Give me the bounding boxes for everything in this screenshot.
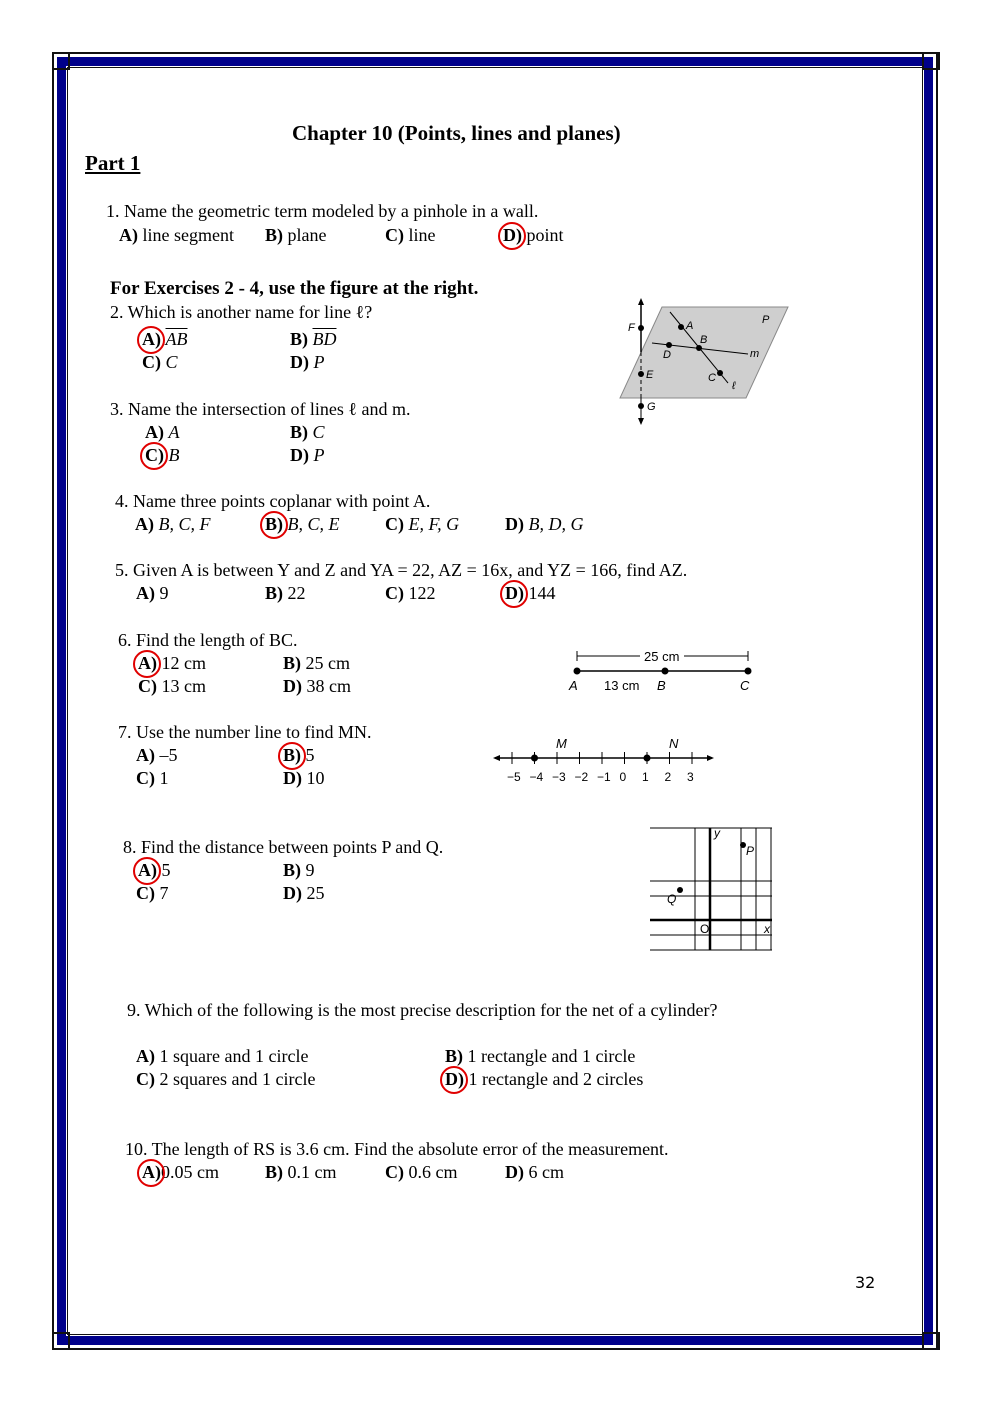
q4-option-c: C) E, F, G xyxy=(385,514,460,534)
q7-option-b: B) 5 xyxy=(283,745,315,765)
q1-option-a: A) line segment xyxy=(119,225,234,245)
question-4: 4. Name three points coplanar with point A. xyxy=(115,491,431,511)
svg-text:E: E xyxy=(646,369,654,381)
svg-text:M: M xyxy=(556,736,567,751)
q2-option-c: C) C xyxy=(142,352,178,372)
svg-text:A: A xyxy=(686,320,694,332)
tick-label: −5 xyxy=(507,770,521,784)
tick-label: 0 xyxy=(619,770,627,784)
coordinate-grid-figure xyxy=(645,825,780,955)
border-corner xyxy=(922,52,940,70)
q3-option-b: B) C xyxy=(290,422,325,442)
svg-text:O: O xyxy=(700,922,710,936)
q4-option-b: B) B, C, E xyxy=(265,514,340,534)
plane-figure xyxy=(610,295,800,430)
q10-option-d: D) 6 cm xyxy=(505,1162,564,1182)
svg-text:B: B xyxy=(657,678,666,693)
q10-option-a: A)0.05 cm xyxy=(142,1162,219,1182)
question-2: 2. Which is another name for line ℓ? xyxy=(110,302,373,322)
number-line-figure xyxy=(490,733,720,788)
q8-option-c: C) 7 xyxy=(136,883,169,903)
q8-option-a: A) 5 xyxy=(138,860,171,880)
q9-option-b: B) 1 rectangle and 1 circle xyxy=(445,1046,636,1066)
q5-option-b: B) 22 xyxy=(265,583,306,603)
svg-text:D: D xyxy=(663,349,671,361)
svg-text:P: P xyxy=(762,314,770,326)
svg-text:Q: Q xyxy=(667,892,677,906)
q8-option-d: D) 25 xyxy=(283,883,325,903)
svg-text:G: G xyxy=(647,401,656,413)
q3-option-a: A) A xyxy=(145,422,180,442)
q2-option-a: A) $\overline{AB}$ xyxy=(142,329,188,349)
q9-option-c: C) 2 squares and 1 circle xyxy=(136,1069,316,1089)
svg-text:N: N xyxy=(669,736,679,751)
tick-label: −1 xyxy=(597,770,611,784)
part-heading: Part 1 xyxy=(85,151,141,175)
question-8: 8. Find the distance between points P and Q. xyxy=(123,837,444,857)
border-corner xyxy=(922,1332,940,1350)
border-corner xyxy=(52,1332,70,1350)
page-title: Chapter 10 (Points, lines and planes) xyxy=(292,121,621,145)
svg-text:25 cm: 25 cm xyxy=(644,649,680,664)
q9-option-a: A) 1 square and 1 circle xyxy=(136,1046,309,1066)
q5-option-a: A) 9 xyxy=(136,583,169,603)
q6-option-d: D) 38 cm xyxy=(283,676,351,696)
q8-option-b: B) 9 xyxy=(283,860,315,880)
q9-option-d: D) 1 rectangle and 2 circles xyxy=(445,1069,644,1089)
tick-label: 1 xyxy=(642,770,649,784)
question-7: 7. Use the number line to find MN. xyxy=(118,722,372,742)
q5-option-d: D) 144 xyxy=(505,583,556,603)
q1-option-b: B) plane xyxy=(265,225,327,245)
svg-text:P: P xyxy=(746,844,755,858)
svg-text:13 cm: 13 cm xyxy=(604,678,640,693)
tick-label: −2 xyxy=(574,770,589,784)
q7-option-a: A) –5 xyxy=(136,745,178,765)
question-9: 9. Which of the following is the most precise description for the net of a cylinder? xyxy=(127,1000,718,1020)
q4-option-a: A) B, C, F xyxy=(135,514,211,534)
q3-option-d: D) P xyxy=(290,445,325,465)
q5-option-c: C) 122 xyxy=(385,583,436,603)
question-6: 6. Find the length of BC. xyxy=(118,630,298,650)
svg-text:C: C xyxy=(740,678,750,693)
q4-option-d: D) B, D, G xyxy=(505,514,584,534)
q10-option-c: C) 0.6 cm xyxy=(385,1162,458,1182)
svg-text:ℓ: ℓ xyxy=(732,380,736,392)
q1-option-d: D) point xyxy=(503,225,564,245)
q7-option-c: C) 1 xyxy=(136,768,169,788)
question-10: 10. The length of RS is 3.6 cm. Find the absolute error of the measurement. xyxy=(125,1139,669,1159)
q7-option-d: D) 10 xyxy=(283,768,325,788)
tick-label: −4 xyxy=(529,770,544,784)
svg-text:x: x xyxy=(764,922,770,936)
svg-text:B: B xyxy=(700,334,708,346)
page-number: 32 xyxy=(855,1273,876,1292)
q1-option-c: C) line xyxy=(385,225,436,245)
q6-option-b: B) 25 cm xyxy=(283,653,350,673)
segment-figure xyxy=(560,645,760,695)
q6-option-a: A) 12 cm xyxy=(138,653,206,673)
q2-option-b: B) $\overline{BD}$ xyxy=(290,329,337,349)
tick-label: −3 xyxy=(552,770,566,784)
svg-text:F: F xyxy=(628,322,635,334)
q10-option-b: B) 0.1 cm xyxy=(265,1162,337,1182)
q6-option-c: C) 13 cm xyxy=(138,676,206,696)
q3-option-c: C) B xyxy=(145,445,180,465)
svg-text:m: m xyxy=(750,348,760,360)
q2-option-d: D) P xyxy=(290,352,325,372)
question-1: 1. Name the geometric term modeled by a pinhole in a wall. xyxy=(106,201,539,221)
tick-label: 2 xyxy=(664,770,672,784)
exercise-heading: For Exercises 2 - 4, use the figure at the right. xyxy=(110,278,479,299)
border-corner xyxy=(52,52,70,70)
number-line-point xyxy=(531,755,538,762)
question-5: 5. Given A is between Y and Z and YA = 22, AZ = 16x, and YZ = 166, find AZ. xyxy=(115,560,688,580)
svg-text:A: A xyxy=(569,678,578,693)
question-3: 3. Name the intersection of lines ℓ and m. xyxy=(110,399,411,419)
svg-text:C: C xyxy=(708,372,716,384)
tick-label: 3 xyxy=(687,770,694,784)
svg-text:y: y xyxy=(714,826,720,840)
number-line-point xyxy=(644,755,651,762)
